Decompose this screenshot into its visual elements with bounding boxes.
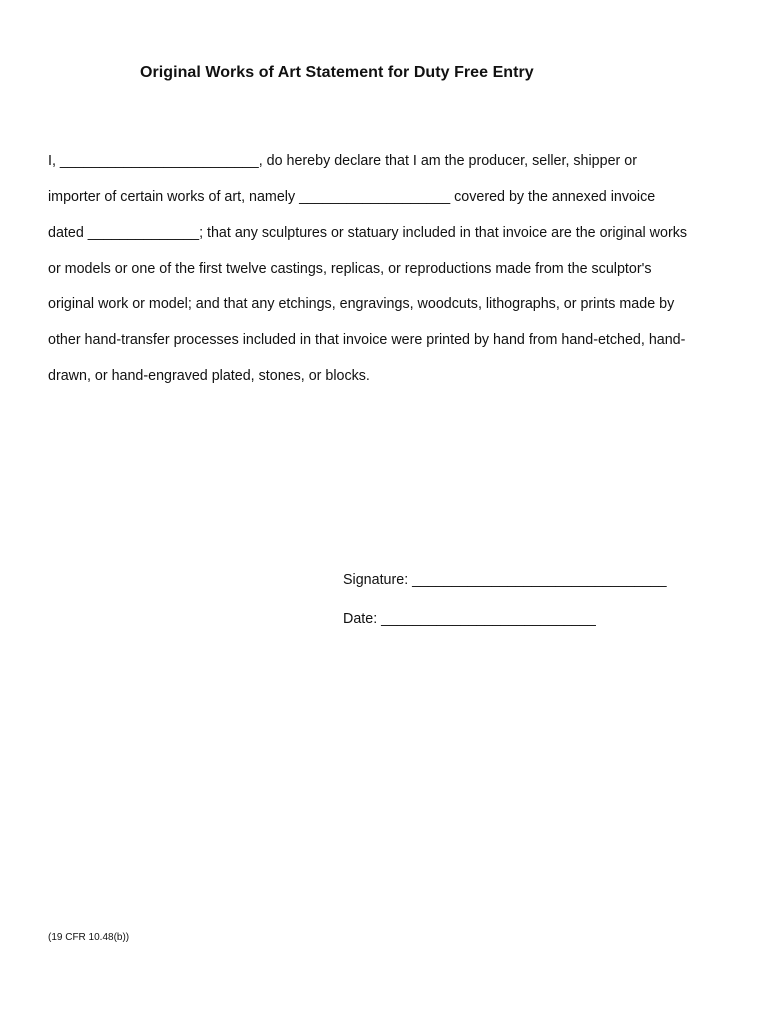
declaration-line-4: or models or one of the first twelve castings, replicas, or reproductions made from the sculptor's xyxy=(48,261,652,277)
declaration-line-7: drawn, or hand-engraved plated, stones, or blocks. xyxy=(48,368,370,384)
declaration-line-1: I, _________________________, do hereby declare that I am the producer, seller, shipper or xyxy=(48,153,637,169)
document-title: Original Works of Art Statement for Duty Free Entry xyxy=(140,64,534,81)
regulation-citation: (19 CFR 10.48(b)) xyxy=(48,932,130,943)
signature-field: Signature: ________________________________ xyxy=(343,572,667,588)
declaration-line-5: original work or model; and that any etchings, engravings, woodcuts, lithographs, or prints made by xyxy=(48,296,675,312)
declaration-line-3: dated ______________; that any sculptures or statuary included in that invoice are the original works xyxy=(48,225,688,241)
declaration-line-2: importer of certain works of art, namely ___________________ covered by the annexed invoice xyxy=(48,189,656,205)
declaration-line-6: other hand-transfer processes included in that invoice were printed by hand from hand-etched, hand- xyxy=(48,332,686,348)
date-field: Date: ___________________________ xyxy=(343,611,596,627)
